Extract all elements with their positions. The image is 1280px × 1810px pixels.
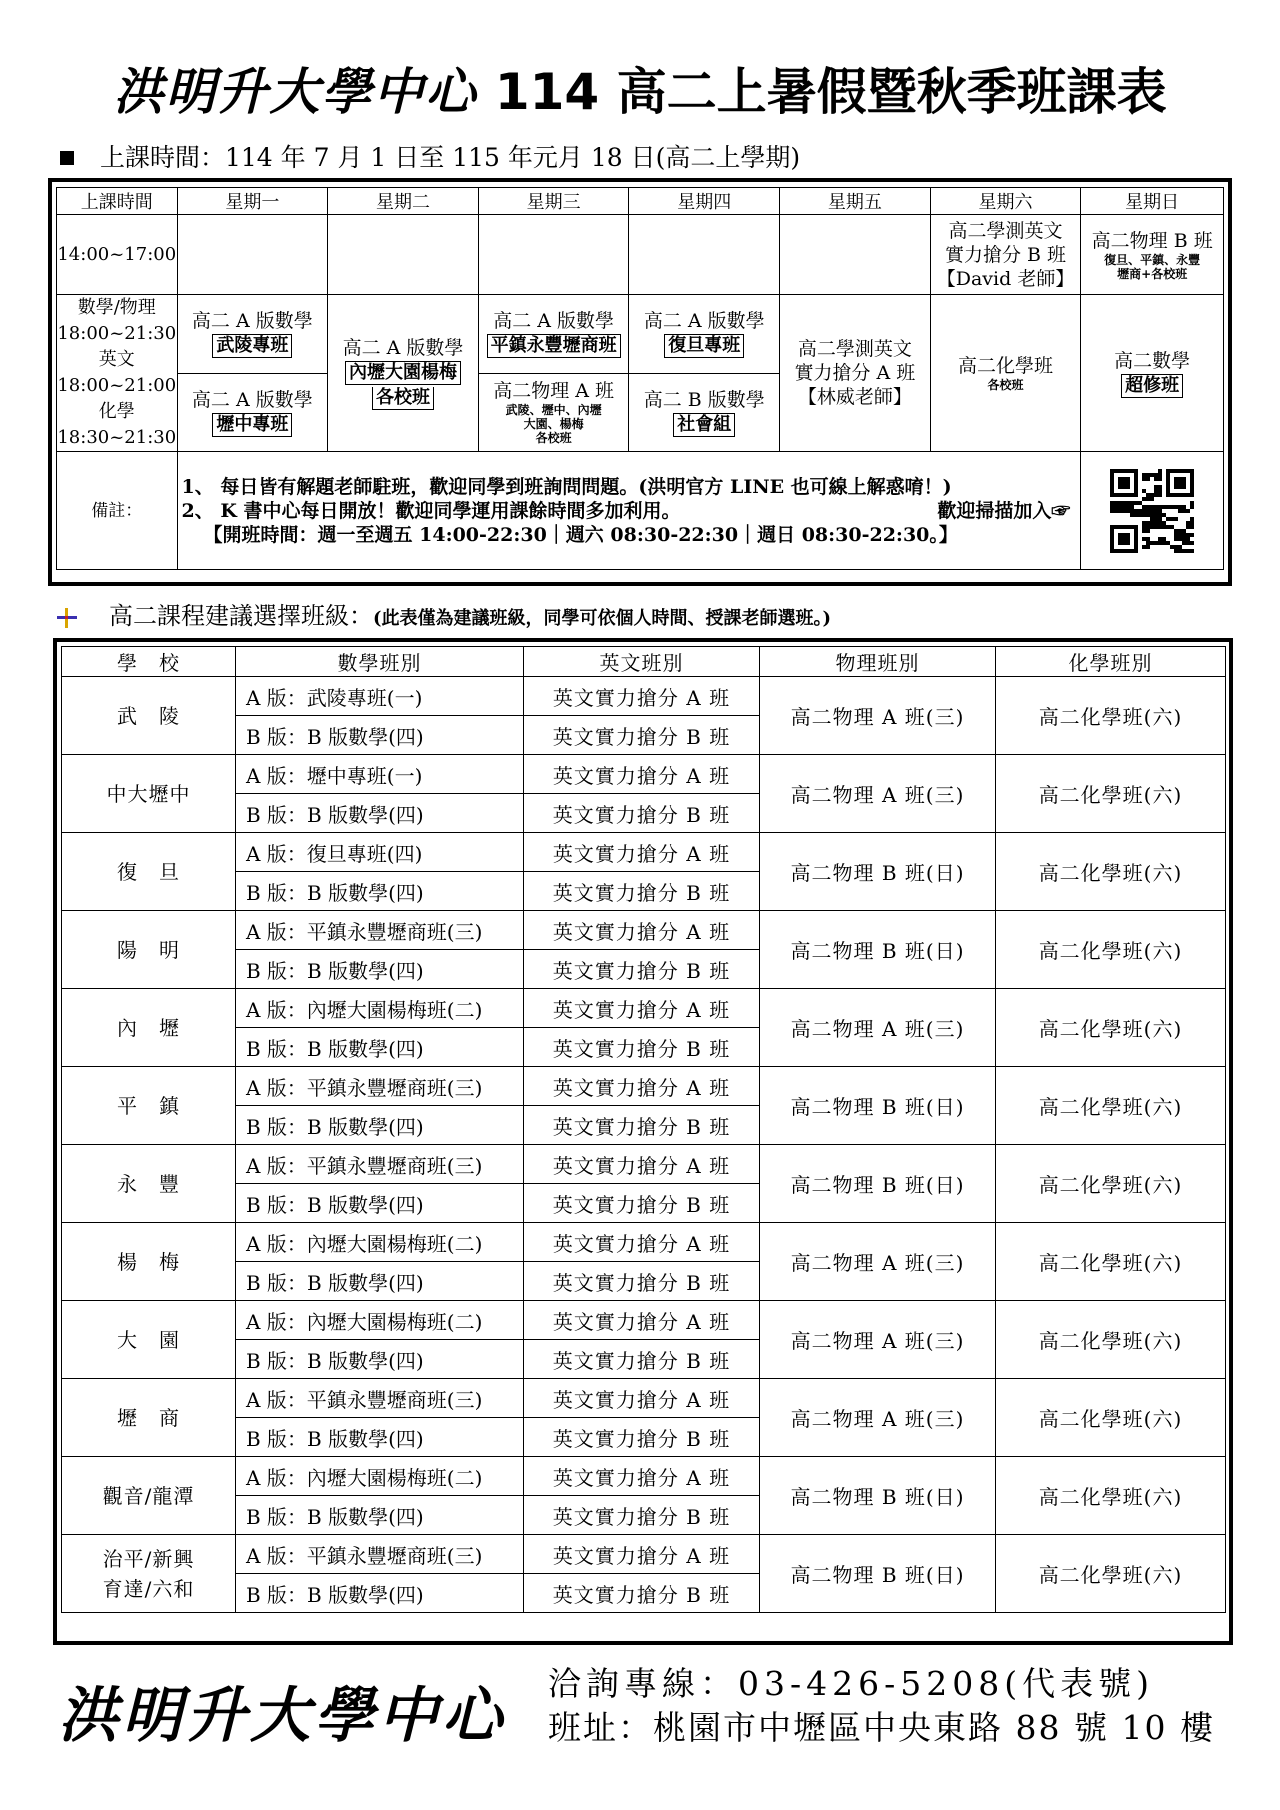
note-line-2: 2、 K 書中心每日開放！歡迎同學運用課餘時間多加利用。 <box>181 499 681 522</box>
english-b-class: 英文實力搶分 B 班 <box>524 1574 760 1613</box>
physics-class: 高二物理 A 班(三) <box>760 989 996 1067</box>
math-a-class: A 版：內壢大園楊梅班(二) <box>236 989 524 1028</box>
physics-class: 高二物理 B 班(日) <box>760 1535 996 1613</box>
english-a-class: 英文實力搶分 A 班 <box>524 1457 760 1496</box>
period-text: 上課時間：114 年 7 月 1 日至 115 年元月 18 日(高二上學期) <box>100 143 801 172</box>
note-line-1: 1、 每日皆有解題老師駐班，歡迎同學到班詢問問題。(洪明官方 LINE 也可線上解惑唷！) <box>181 475 952 498</box>
col-chem: 化學班別 <box>996 647 1226 677</box>
col-math: 數學班別 <box>236 647 524 677</box>
school-name: 觀音/龍潭 <box>62 1457 236 1535</box>
class-tag: 超修班 <box>1121 374 1183 398</box>
afternoon-mon <box>177 215 328 295</box>
math-a-class: A 版：平鎮永豐壢商班(三) <box>236 1145 524 1184</box>
school-name: 中大壢中 <box>62 755 236 833</box>
math-b-class: B 版：B 版數學(四) <box>236 872 524 911</box>
afternoon-fri <box>780 215 931 295</box>
footer-brand: 洪明升大學中心 <box>58 1681 506 1751</box>
qr-code-icon[interactable] <box>1110 469 1194 553</box>
col-fri: 星期五 <box>780 188 931 215</box>
math-b-class: B 版：B 版數學(四) <box>236 950 524 989</box>
english-a-class: 英文實力搶分 A 班 <box>524 989 760 1028</box>
evening-time: 數學/物理 18:00~21:30 英文 18:00~21:00 化學 18:30~21:30 <box>57 295 178 452</box>
class-tag: 內壢大園楊梅 <box>345 361 461 385</box>
english-b-class: 英文實力搶分 B 班 <box>524 716 760 755</box>
english-b-class: 英文實力搶分 B 班 <box>524 1184 760 1223</box>
title-text: 114 高二上暑假暨秋季班課表 <box>494 63 1167 121</box>
recommend-frame <box>53 638 1233 1645</box>
math-a-class: A 版：內壢大園楊梅班(二) <box>236 1457 524 1496</box>
chem-class: 高二化學班(六) <box>996 1067 1226 1145</box>
chem-class: 高二化學班(六) <box>996 833 1226 911</box>
thu-top: 高二 A 版數學 復旦專班 <box>629 295 780 374</box>
school-name: 大 園 <box>62 1301 236 1379</box>
page-title <box>0 52 1280 124</box>
chem-class: 高二化學班(六) <box>996 1535 1226 1613</box>
table-row <box>62 833 1226 872</box>
school-name: 永 豐 <box>62 1145 236 1223</box>
mon-bottom: 高二 A 版數學 壢中專班 <box>177 373 328 452</box>
english-a-class: 英文實力搶分 A 班 <box>524 755 760 794</box>
school-name: 壢 商 <box>62 1379 236 1457</box>
english-b-class: 英文實力搶分 B 班 <box>524 1418 760 1457</box>
math-b-class: B 版：B 版數學(四) <box>236 1418 524 1457</box>
physics-class: 高二物理 A 班(三) <box>760 677 996 755</box>
english-a-class: 英文實力搶分 A 班 <box>524 1535 760 1574</box>
math-a-class: A 版：內壢大園楊梅班(二) <box>236 1223 524 1262</box>
afternoon-time: 14:00~17:00 <box>57 215 178 295</box>
english-a-class: 英文實力搶分 A 班 <box>524 1301 760 1340</box>
square-bullet-icon <box>60 151 74 165</box>
schedule-table <box>56 187 1224 570</box>
english-b-class: 英文實力搶分 B 班 <box>524 1496 760 1535</box>
school-name: 陽 明 <box>62 911 236 989</box>
math-a-class: A 版：壢中專班(一) <box>236 755 524 794</box>
english-b-class: 英文實力搶分 B 班 <box>524 950 760 989</box>
class-tag: 各校班 <box>372 387 434 410</box>
school-name: 治平/新興 育達/六和 <box>62 1535 236 1613</box>
afternoon-wed <box>478 215 629 295</box>
math-a-class: A 版：武陵專班(一) <box>236 677 524 716</box>
math-a-class: A 版：復旦專班(四) <box>236 833 524 872</box>
math-a-class: A 版：平鎮永豐壢商班(三) <box>236 911 524 950</box>
chem-class: 高二化學班(六) <box>996 1379 1226 1457</box>
wed-top: 高二 A 版數學 平鎮永豐壢商班 <box>478 295 629 374</box>
chem-class: 高二化學班(六) <box>996 677 1226 755</box>
math-b-class: B 版：B 版數學(四) <box>236 1028 524 1067</box>
table-row <box>62 1145 1226 1184</box>
math-a-class: A 版：平鎮永豐壢商班(三) <box>236 1379 524 1418</box>
chem-class: 高二化學班(六) <box>996 755 1226 833</box>
sat-evening: 高二化學班 各校班 <box>930 295 1081 452</box>
suggestion-heading <box>55 596 831 631</box>
math-a-class: A 版：內壢大園楊梅班(二) <box>236 1301 524 1340</box>
class-tag: 社會組 <box>673 413 735 437</box>
english-b-class: 英文實力搶分 B 班 <box>524 1262 760 1301</box>
physics-class: 高二物理 A 班(三) <box>760 1301 996 1379</box>
qr-cell <box>1081 452 1224 570</box>
class-tag: 復旦專班 <box>664 334 744 358</box>
recommend-header-row <box>62 647 1226 677</box>
physics-class: 高二物理 B 班(日) <box>760 833 996 911</box>
physics-class: 高二物理 B 班(日) <box>760 1067 996 1145</box>
title-brand: 洪明升大學中心 <box>113 62 478 121</box>
chem-class: 高二化學班(六) <box>996 1223 1226 1301</box>
contact-phone: 洽詢專線：03-426-5208(代表號) <box>548 1664 1155 1703</box>
english-a-class: 英文實力搶分 A 班 <box>524 833 760 872</box>
col-mon: 星期一 <box>177 188 328 215</box>
table-row <box>62 989 1226 1028</box>
physics-class: 高二物理 A 班(三) <box>760 1223 996 1301</box>
table-row <box>62 1457 1226 1496</box>
fri-evening: 高二學測英文 實力搶分 A 班 【林威老師】 <box>780 295 931 452</box>
pushpin-icon <box>55 606 79 630</box>
math-b-class: B 版：B 版數學(四) <box>236 1574 524 1613</box>
school-name: 武 陵 <box>62 677 236 755</box>
col-thu: 星期四 <box>629 188 780 215</box>
school-name: 平 鎮 <box>62 1067 236 1145</box>
col-wed: 星期三 <box>478 188 629 215</box>
contact-address: 班址：桃園市中壢區中央東路 88 號 10 樓 <box>548 1708 1215 1747</box>
col-time: 上課時間 <box>57 188 178 215</box>
class-tag: 壢中專班 <box>212 413 292 437</box>
table-row <box>62 1535 1226 1574</box>
math-b-class: B 版：B 版數學(四) <box>236 1262 524 1301</box>
table-row <box>62 1301 1226 1340</box>
english-b-class: 英文實力搶分 B 班 <box>524 794 760 833</box>
table-row <box>62 1379 1226 1418</box>
afternoon-thu <box>629 215 780 295</box>
english-b-class: 英文實力搶分 B 班 <box>524 1028 760 1067</box>
col-english: 英文班別 <box>524 647 760 677</box>
english-b-class: 英文實力搶分 B 班 <box>524 872 760 911</box>
physics-class: 高二物理 B 班(日) <box>760 911 996 989</box>
suggestion-title: 高二課程建議選擇班級： <box>109 602 373 630</box>
english-a-class: 英文實力搶分 A 班 <box>524 677 760 716</box>
school-name: 內 壢 <box>62 989 236 1067</box>
scan-prompt: 歡迎掃描加入☞ <box>937 499 1071 522</box>
col-school: 學 校 <box>62 647 236 677</box>
math-b-class: B 版：B 版數學(四) <box>236 1340 524 1379</box>
table-row <box>62 911 1226 950</box>
class-period <box>60 138 800 174</box>
recommend-table <box>61 646 1226 1613</box>
english-b-class: 英文實力搶分 B 班 <box>524 1106 760 1145</box>
school-name: 楊 梅 <box>62 1223 236 1301</box>
table-row <box>62 755 1226 794</box>
footer-contact <box>548 1662 1215 1750</box>
physics-class: 高二物理 B 班(日) <box>760 1145 996 1223</box>
tue-evening: 高二 A 版數學 內壢大園楊梅 各校班 <box>328 295 479 452</box>
notes-row <box>57 452 1224 570</box>
schedule-frame <box>48 178 1232 586</box>
class-tag: 武陵專班 <box>212 334 292 358</box>
physics-class: 高二物理 A 班(三) <box>760 755 996 833</box>
chem-class: 高二化學班(六) <box>996 989 1226 1067</box>
thu-bottom: 高二 B 版數學 社會組 <box>629 373 780 452</box>
notes-label: 備註： <box>57 452 178 570</box>
math-b-class: B 版：B 版數學(四) <box>236 794 524 833</box>
schedule-header-row <box>57 188 1224 215</box>
note-line-3: 【開班時間：週一至週五 14:00-22:30｜週六 08:30-22:30｜週日 08:30-22:30。】 <box>203 523 958 546</box>
math-b-class: B 版：B 版數學(四) <box>236 1496 524 1535</box>
col-sat: 星期六 <box>930 188 1081 215</box>
math-b-class: B 版：B 版數學(四) <box>236 716 524 755</box>
physics-class: 高二物理 A 班(三) <box>760 1379 996 1457</box>
english-b-class: 英文實力搶分 B 班 <box>524 1340 760 1379</box>
math-b-class: B 版：B 版數學(四) <box>236 1184 524 1223</box>
english-a-class: 英文實力搶分 A 班 <box>524 1379 760 1418</box>
math-b-class: B 版：B 版數學(四) <box>236 1106 524 1145</box>
math-a-class: A 版：平鎮永豐壢商班(三) <box>236 1535 524 1574</box>
afternoon-row <box>57 215 1224 295</box>
table-row <box>62 1067 1226 1106</box>
afternoon-tue <box>328 215 479 295</box>
chem-class: 高二化學班(六) <box>996 1457 1226 1535</box>
english-a-class: 英文實力搶分 A 班 <box>524 911 760 950</box>
notes-content <box>177 452 1081 570</box>
suggestion-note: (此表僅為建議班級，同學可依個人時間、授課老師選班。) <box>373 608 832 629</box>
math-a-class: A 版：平鎮永豐壢商班(三) <box>236 1067 524 1106</box>
school-name: 復 旦 <box>62 833 236 911</box>
chem-class: 高二化學班(六) <box>996 1301 1226 1379</box>
english-a-class: 英文實力搶分 A 班 <box>524 1067 760 1106</box>
physics-class: 高二物理 B 班(日) <box>760 1457 996 1535</box>
col-tue: 星期二 <box>328 188 479 215</box>
english-a-class: 英文實力搶分 A 班 <box>524 1145 760 1184</box>
class-tag: 平鎮永豐壢商班 <box>487 334 621 358</box>
table-row <box>62 677 1226 716</box>
evening-row-top <box>57 295 1224 374</box>
afternoon-sat: 高二學測英文 實力搶分 B 班 【David 老師】 <box>930 215 1081 295</box>
english-a-class: 英文實力搶分 A 班 <box>524 1223 760 1262</box>
chem-class: 高二化學班(六) <box>996 1145 1226 1223</box>
chem-class: 高二化學班(六) <box>996 911 1226 989</box>
mon-top: 高二 A 版數學 武陵專班 <box>177 295 328 374</box>
col-physics: 物理班別 <box>760 647 996 677</box>
col-sun: 星期日 <box>1081 188 1224 215</box>
wed-bottom: 高二物理 A 班 武陵、壢中、內壢 大園、楊梅 各校班 <box>478 373 629 452</box>
afternoon-sun: 高二物理 B 班 復旦、平鎮、永豐 壢商+各校班 <box>1081 215 1224 295</box>
table-row <box>62 1223 1226 1262</box>
sun-evening: 高二數學 超修班 <box>1081 295 1224 452</box>
